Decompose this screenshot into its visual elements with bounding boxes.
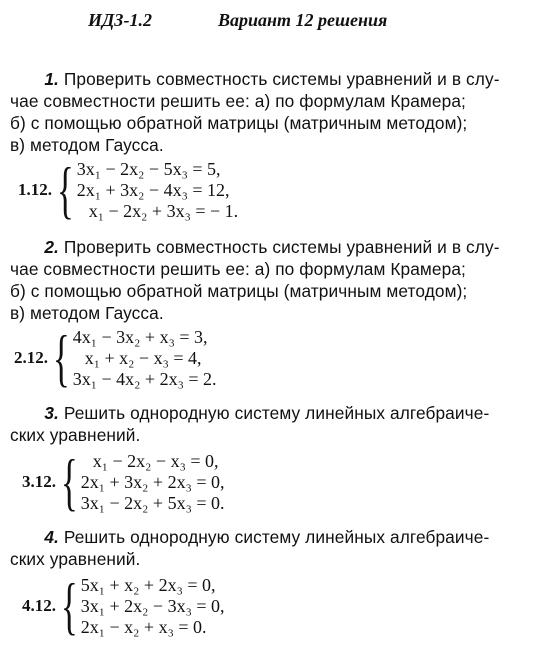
equation: 2x₁ + 3x₂ + 2x₃ = 0, (80, 471, 225, 492)
equation: x₁ − 2x₂ + 3x₃ = − 1. (88, 200, 239, 221)
task-text-line: ских уравнений. (10, 425, 141, 445)
system-label: 1.12. (18, 180, 52, 199)
equation: 3x₁ − 4x₂ + 2x₃ = 2. (72, 368, 217, 389)
left-brace: { (52, 322, 70, 393)
left-brace: { (56, 154, 74, 225)
task-text-line: в) методом Гаусса. (10, 135, 164, 155)
equation: 3x₁ + 2x₂ − 3x₃ = 0, (80, 595, 225, 616)
task-text-line: б) с помощью обратной матрицы (матричным методом); (10, 281, 468, 301)
variant-label: Вариант 12 решения (218, 10, 388, 30)
task-text-line: Проверить совместность системы уравнений и в слу- (63, 237, 500, 257)
task-number: 4. (44, 527, 59, 547)
task-4 (10, 526, 524, 570)
task-3 (10, 402, 524, 446)
left-brace: { (60, 570, 78, 641)
equation: x₁ − 2x₂ − x₃ = 0, (92, 450, 219, 471)
equation-system-1 (18, 154, 239, 225)
task-number: 3. (44, 403, 59, 423)
page-header (88, 10, 418, 31)
equation-system-4 (22, 570, 225, 641)
task-text-line: Решить однородную систему линейных алгебраиче- (63, 527, 490, 547)
equation: 3x₁ − 2x₂ + 5x₃ = 0. (80, 492, 225, 513)
system-label: 3.12. (22, 472, 56, 491)
task-text-line: Решить однородную систему линейных алгебраиче- (63, 403, 490, 423)
equation-system-2 (14, 322, 217, 393)
task-number: 2. (44, 237, 59, 257)
equation-system-3 (22, 446, 225, 517)
task-number: 1. (44, 69, 59, 89)
task-text-line: Проверить совместность системы уравнений и в слу- (63, 69, 500, 89)
task-text-line: в) методом Гаусса. (10, 303, 164, 323)
equation: x₁ + x₂ − x₃ = 4, (84, 347, 202, 368)
task-text-line: чае совместности решить ее: а) по формулам Крамера; (10, 259, 466, 279)
task-text-line: чае совместности решить ее: а) по формулам Крамера; (10, 91, 466, 111)
equation: 4x₁ − 3x₂ + x₃ = 3, (72, 326, 208, 347)
equation: 5x₁ + x₂ + 2x₃ = 0, (80, 574, 216, 595)
system-label: 4.12. (22, 596, 56, 615)
task-text-line: б) с помощью обратной матрицы (матричным методом); (10, 113, 468, 133)
equation: 2x₁ + 3x₂ − 4x₃ = 12, (76, 179, 230, 200)
left-brace: { (60, 446, 78, 517)
equation: 2x₁ − x₂ + x₃ = 0. (80, 616, 207, 637)
task-1 (10, 68, 524, 156)
system-label: 2.12. (14, 348, 48, 367)
equation: 3x₁ − 2x₂ − 5x₃ = 5, (76, 158, 221, 179)
assignment-title: ИДЗ-1.2 (88, 10, 152, 30)
task-2 (10, 236, 524, 324)
task-text-line: ских уравнений. (10, 549, 141, 569)
